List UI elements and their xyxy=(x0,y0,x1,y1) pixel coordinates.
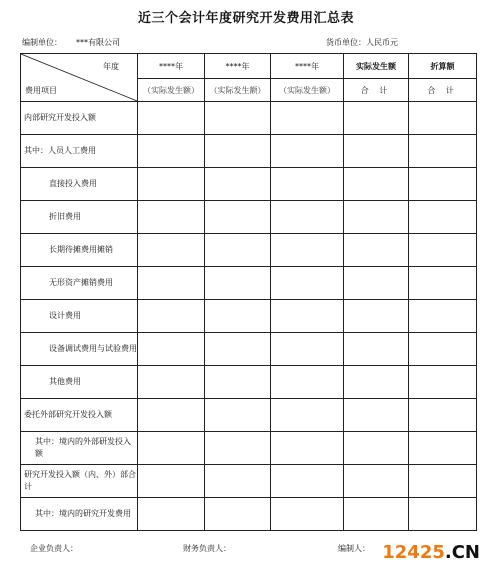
value-cell[interactable] xyxy=(344,333,409,366)
value-cell[interactable] xyxy=(205,135,271,168)
value-cell[interactable] xyxy=(205,168,271,201)
table-row xyxy=(21,465,477,498)
table-row xyxy=(21,102,477,135)
row-label: 其中：境内的研究开发费用 xyxy=(21,498,138,531)
value-cell[interactable] xyxy=(271,399,344,432)
value-cell[interactable] xyxy=(138,432,205,465)
value-cell[interactable] xyxy=(205,399,271,432)
value-cell[interactable] xyxy=(409,333,477,366)
value-cell[interactable] xyxy=(344,432,409,465)
rd-expense-table xyxy=(20,53,477,531)
value-cell[interactable] xyxy=(138,135,205,168)
watermark-logo: 12425.CN xyxy=(382,542,480,563)
value-cell[interactable] xyxy=(205,366,271,399)
value-cell[interactable] xyxy=(409,300,477,333)
value-cell[interactable] xyxy=(205,300,271,333)
value-cell[interactable] xyxy=(138,234,205,267)
row-label: 其他费用 xyxy=(21,366,138,399)
year-header-1: ****年 xyxy=(138,54,205,79)
compiling-unit-label: 编制单位： xyxy=(22,38,62,47)
item-header-label: 费用项目 xyxy=(25,86,57,95)
value-cell[interactable] xyxy=(271,234,344,267)
value-cell[interactable] xyxy=(344,168,409,201)
value-cell[interactable] xyxy=(205,267,271,300)
footer-preparer: 编制人： xyxy=(338,544,370,553)
value-cell[interactable] xyxy=(205,201,271,234)
year-sub-1: （实际发生额） xyxy=(138,79,205,102)
footer-finance: 财务负责人： xyxy=(183,544,231,553)
value-cell[interactable] xyxy=(409,432,477,465)
table-row xyxy=(21,234,477,267)
converted-header: 折算额 xyxy=(409,54,477,79)
row-label: 委托外部研究开发投入额 xyxy=(21,399,138,432)
value-cell[interactable] xyxy=(205,333,271,366)
compiling-unit-value: ***有限公司 xyxy=(76,38,120,47)
value-cell[interactable] xyxy=(344,102,409,135)
value-cell[interactable] xyxy=(409,168,477,201)
table-row xyxy=(21,300,477,333)
value-cell[interactable] xyxy=(205,432,271,465)
value-cell[interactable] xyxy=(409,234,477,267)
year-header-label: 年度 xyxy=(103,62,119,71)
row-label: 折旧费用 xyxy=(21,201,138,234)
value-cell[interactable] xyxy=(344,399,409,432)
row-label: 其中：境内的外部研发投入额 xyxy=(21,432,138,465)
table-row xyxy=(21,135,477,168)
actual-total-header: 实际发生额 xyxy=(344,54,409,79)
year-header-2: ****年 xyxy=(205,54,271,79)
row-label: 设备调试费用与试验费用 xyxy=(21,333,138,366)
value-cell[interactable] xyxy=(409,399,477,432)
value-cell[interactable] xyxy=(344,135,409,168)
row-label: 无形资产摊销费用 xyxy=(21,267,138,300)
table-row xyxy=(21,498,477,531)
table-row xyxy=(21,201,477,234)
value-cell[interactable] xyxy=(409,201,477,234)
row-label: 其中：人员人工费用 xyxy=(21,135,138,168)
value-cell[interactable] xyxy=(344,498,409,531)
value-cell[interactable] xyxy=(344,366,409,399)
value-cell[interactable] xyxy=(344,201,409,234)
value-cell[interactable] xyxy=(205,465,271,498)
year-sub-3: （实际发生额） xyxy=(271,79,344,102)
value-cell[interactable] xyxy=(138,333,205,366)
value-cell[interactable] xyxy=(344,267,409,300)
row-label: 长期待摊费用摊销 xyxy=(21,234,138,267)
value-cell[interactable] xyxy=(409,498,477,531)
table-row xyxy=(21,366,477,399)
value-cell[interactable] xyxy=(138,300,205,333)
row-label: 内部研究开发投入额 xyxy=(21,102,138,135)
converted-sum-label: 合 计 xyxy=(409,79,477,102)
value-cell[interactable] xyxy=(271,333,344,366)
actual-sum-label: 合 计 xyxy=(344,79,409,102)
value-cell[interactable] xyxy=(271,267,344,300)
value-cell[interactable] xyxy=(409,267,477,300)
value-cell[interactable] xyxy=(271,300,344,333)
value-cell[interactable] xyxy=(138,168,205,201)
year-sub-2: （实际发生额） xyxy=(205,79,271,102)
row-label: 设计费用 xyxy=(21,300,138,333)
value-cell[interactable] xyxy=(271,465,344,498)
value-cell[interactable] xyxy=(271,432,344,465)
value-cell[interactable] xyxy=(138,399,205,432)
table-body xyxy=(21,102,477,531)
table-row xyxy=(21,399,477,432)
value-cell[interactable] xyxy=(409,135,477,168)
value-cell[interactable] xyxy=(271,498,344,531)
value-cell[interactable] xyxy=(205,234,271,267)
table-row xyxy=(21,168,477,201)
value-cell[interactable] xyxy=(409,465,477,498)
row-label: 直接投入费用 xyxy=(21,168,138,201)
compiling-unit xyxy=(22,37,120,48)
value-cell[interactable] xyxy=(271,135,344,168)
value-cell[interactable] xyxy=(344,465,409,498)
value-cell[interactable] xyxy=(409,102,477,135)
value-cell[interactable] xyxy=(344,300,409,333)
value-cell[interactable] xyxy=(271,201,344,234)
value-cell[interactable] xyxy=(271,168,344,201)
value-cell[interactable] xyxy=(138,498,205,531)
table-row xyxy=(21,267,477,300)
value-cell[interactable] xyxy=(138,102,205,135)
year-header-3: ****年 xyxy=(271,54,344,79)
value-cell[interactable] xyxy=(138,201,205,234)
row-label: 研究开发投入额（内、外）部合计 xyxy=(21,465,138,498)
table-row xyxy=(21,432,477,465)
value-cell[interactable] xyxy=(138,267,205,300)
value-cell[interactable] xyxy=(205,102,271,135)
page-title: 近三个会计年度研究开发费用汇总表 xyxy=(137,11,354,26)
value-cell[interactable] xyxy=(138,366,205,399)
currency-unit: 货币单位：人民币元 xyxy=(326,38,398,47)
value-cell[interactable] xyxy=(138,465,205,498)
value-cell[interactable] xyxy=(271,102,344,135)
value-cell[interactable] xyxy=(409,366,477,399)
footer-head: 企业负责人： xyxy=(30,544,78,553)
value-cell[interactable] xyxy=(205,498,271,531)
table-row xyxy=(21,333,477,366)
value-cell[interactable] xyxy=(271,366,344,399)
value-cell[interactable] xyxy=(344,234,409,267)
header-diagonal-cell xyxy=(21,54,138,102)
